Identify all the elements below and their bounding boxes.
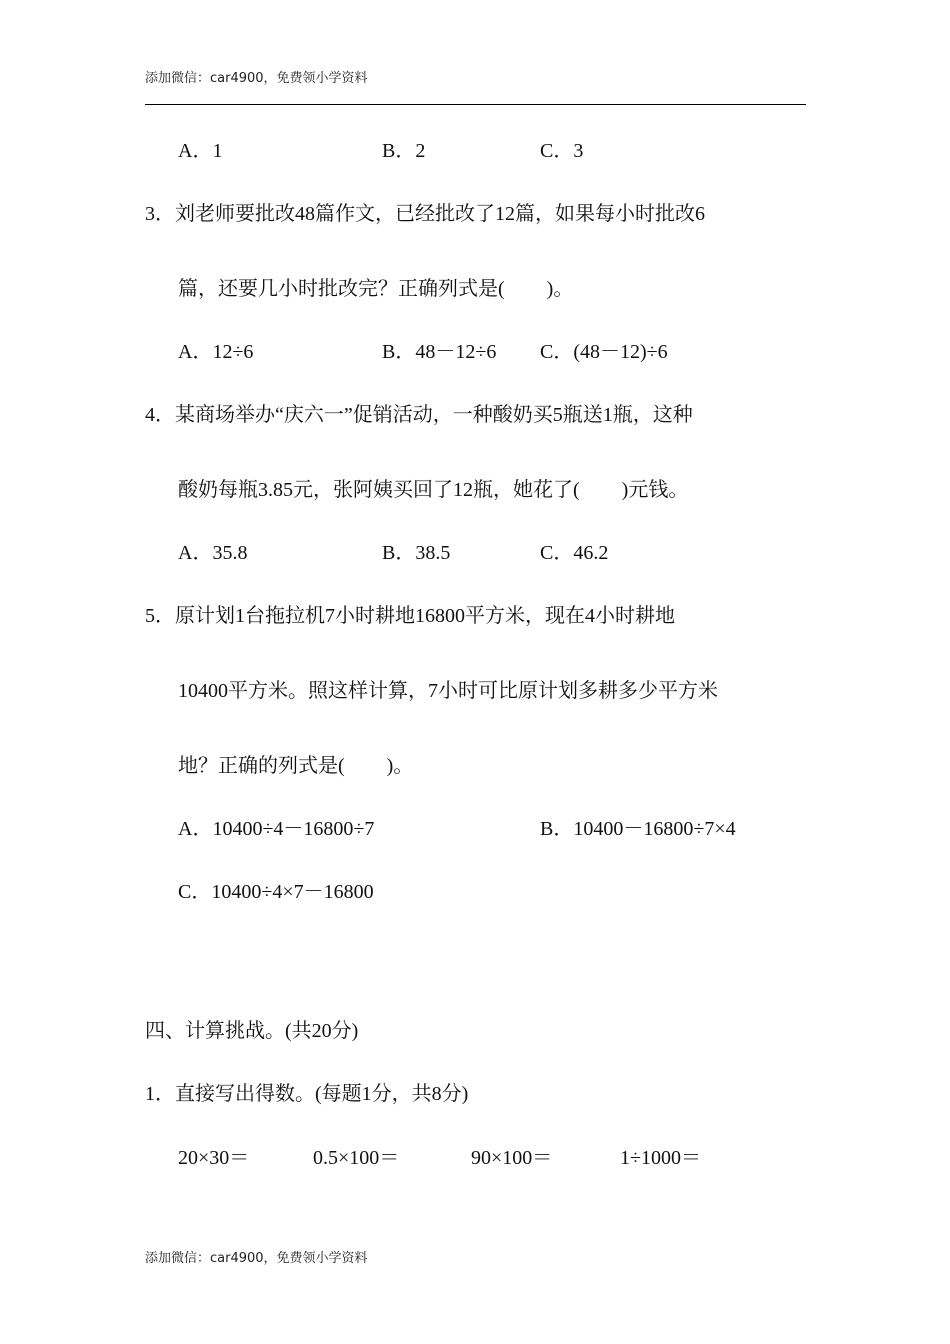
calc-item-2: 0.5×100＝ <box>313 1147 400 1169</box>
q4-option-a: A．35.8 <box>178 542 248 564</box>
page-header: 添加微信：car4900，免费领小学资料 <box>145 71 368 86</box>
q3-line2-pre: 篇，还要几小时批改完？正确列式是( <box>178 278 505 300</box>
q5-option-c: C．10400÷4×7－16800 <box>178 881 374 903</box>
q3-option-b: B．48－12÷6 <box>382 341 497 363</box>
q2-option-c: C．3 <box>540 140 584 162</box>
calc-item-3: 90×100＝ <box>471 1147 553 1169</box>
q4-line2-pre: 酸奶每瓶3.85元，张阿姨买回了12瓶，她花了( <box>178 479 580 501</box>
q5-line3 <box>178 754 413 778</box>
q4-option-c: C．46.2 <box>540 542 609 564</box>
page-footer: 添加微信：car4900，免费领小学资料 <box>145 1251 368 1266</box>
q2-option-a: A．1 <box>178 140 223 162</box>
q5-line1: 5．原计划1台拖拉机7小时耕地16800平方米，现在4小时耕地 <box>145 605 675 627</box>
q4-option-b: B．38.5 <box>382 542 451 564</box>
q4-line1: 4．某商场举办“庆六一”促销活动，一种酸奶买5瓶送1瓶，这种 <box>145 404 693 426</box>
q3-line2-post: )。 <box>546 278 574 300</box>
q4-line2 <box>178 478 688 502</box>
q3-option-c: C．(48－12)÷6 <box>540 341 668 363</box>
q3-line2 <box>178 277 573 301</box>
q3-line1: 3．刘老师要批改48篇作文，已经批改了12篇，如果每小时批改6 <box>145 203 705 225</box>
q5-line3-post: )。 <box>386 755 414 777</box>
header-rule <box>145 104 806 105</box>
q5-option-b: B．10400－16800÷7×4 <box>540 818 736 840</box>
q5-line3-pre: 地？正确的列式是( <box>178 755 345 777</box>
q2-option-b: B．2 <box>382 140 426 162</box>
q3-option-a: A．12÷6 <box>178 341 254 363</box>
section4-q1-title: 1．直接写出得数。(每题1分，共8分) <box>145 1083 469 1105</box>
section4-title: 四、计算挑战。(共20分) <box>145 1020 359 1042</box>
q5-option-a: A．10400÷4－16800÷7 <box>178 818 375 840</box>
calc-item-4: 1÷1000＝ <box>620 1147 701 1169</box>
calc-item-1: 20×30＝ <box>178 1147 250 1169</box>
q4-line2-post: )元钱。 <box>621 479 689 501</box>
q5-line2: 10400平方米。照这样计算，7小时可比原计划多耕多少平方米 <box>178 680 718 702</box>
